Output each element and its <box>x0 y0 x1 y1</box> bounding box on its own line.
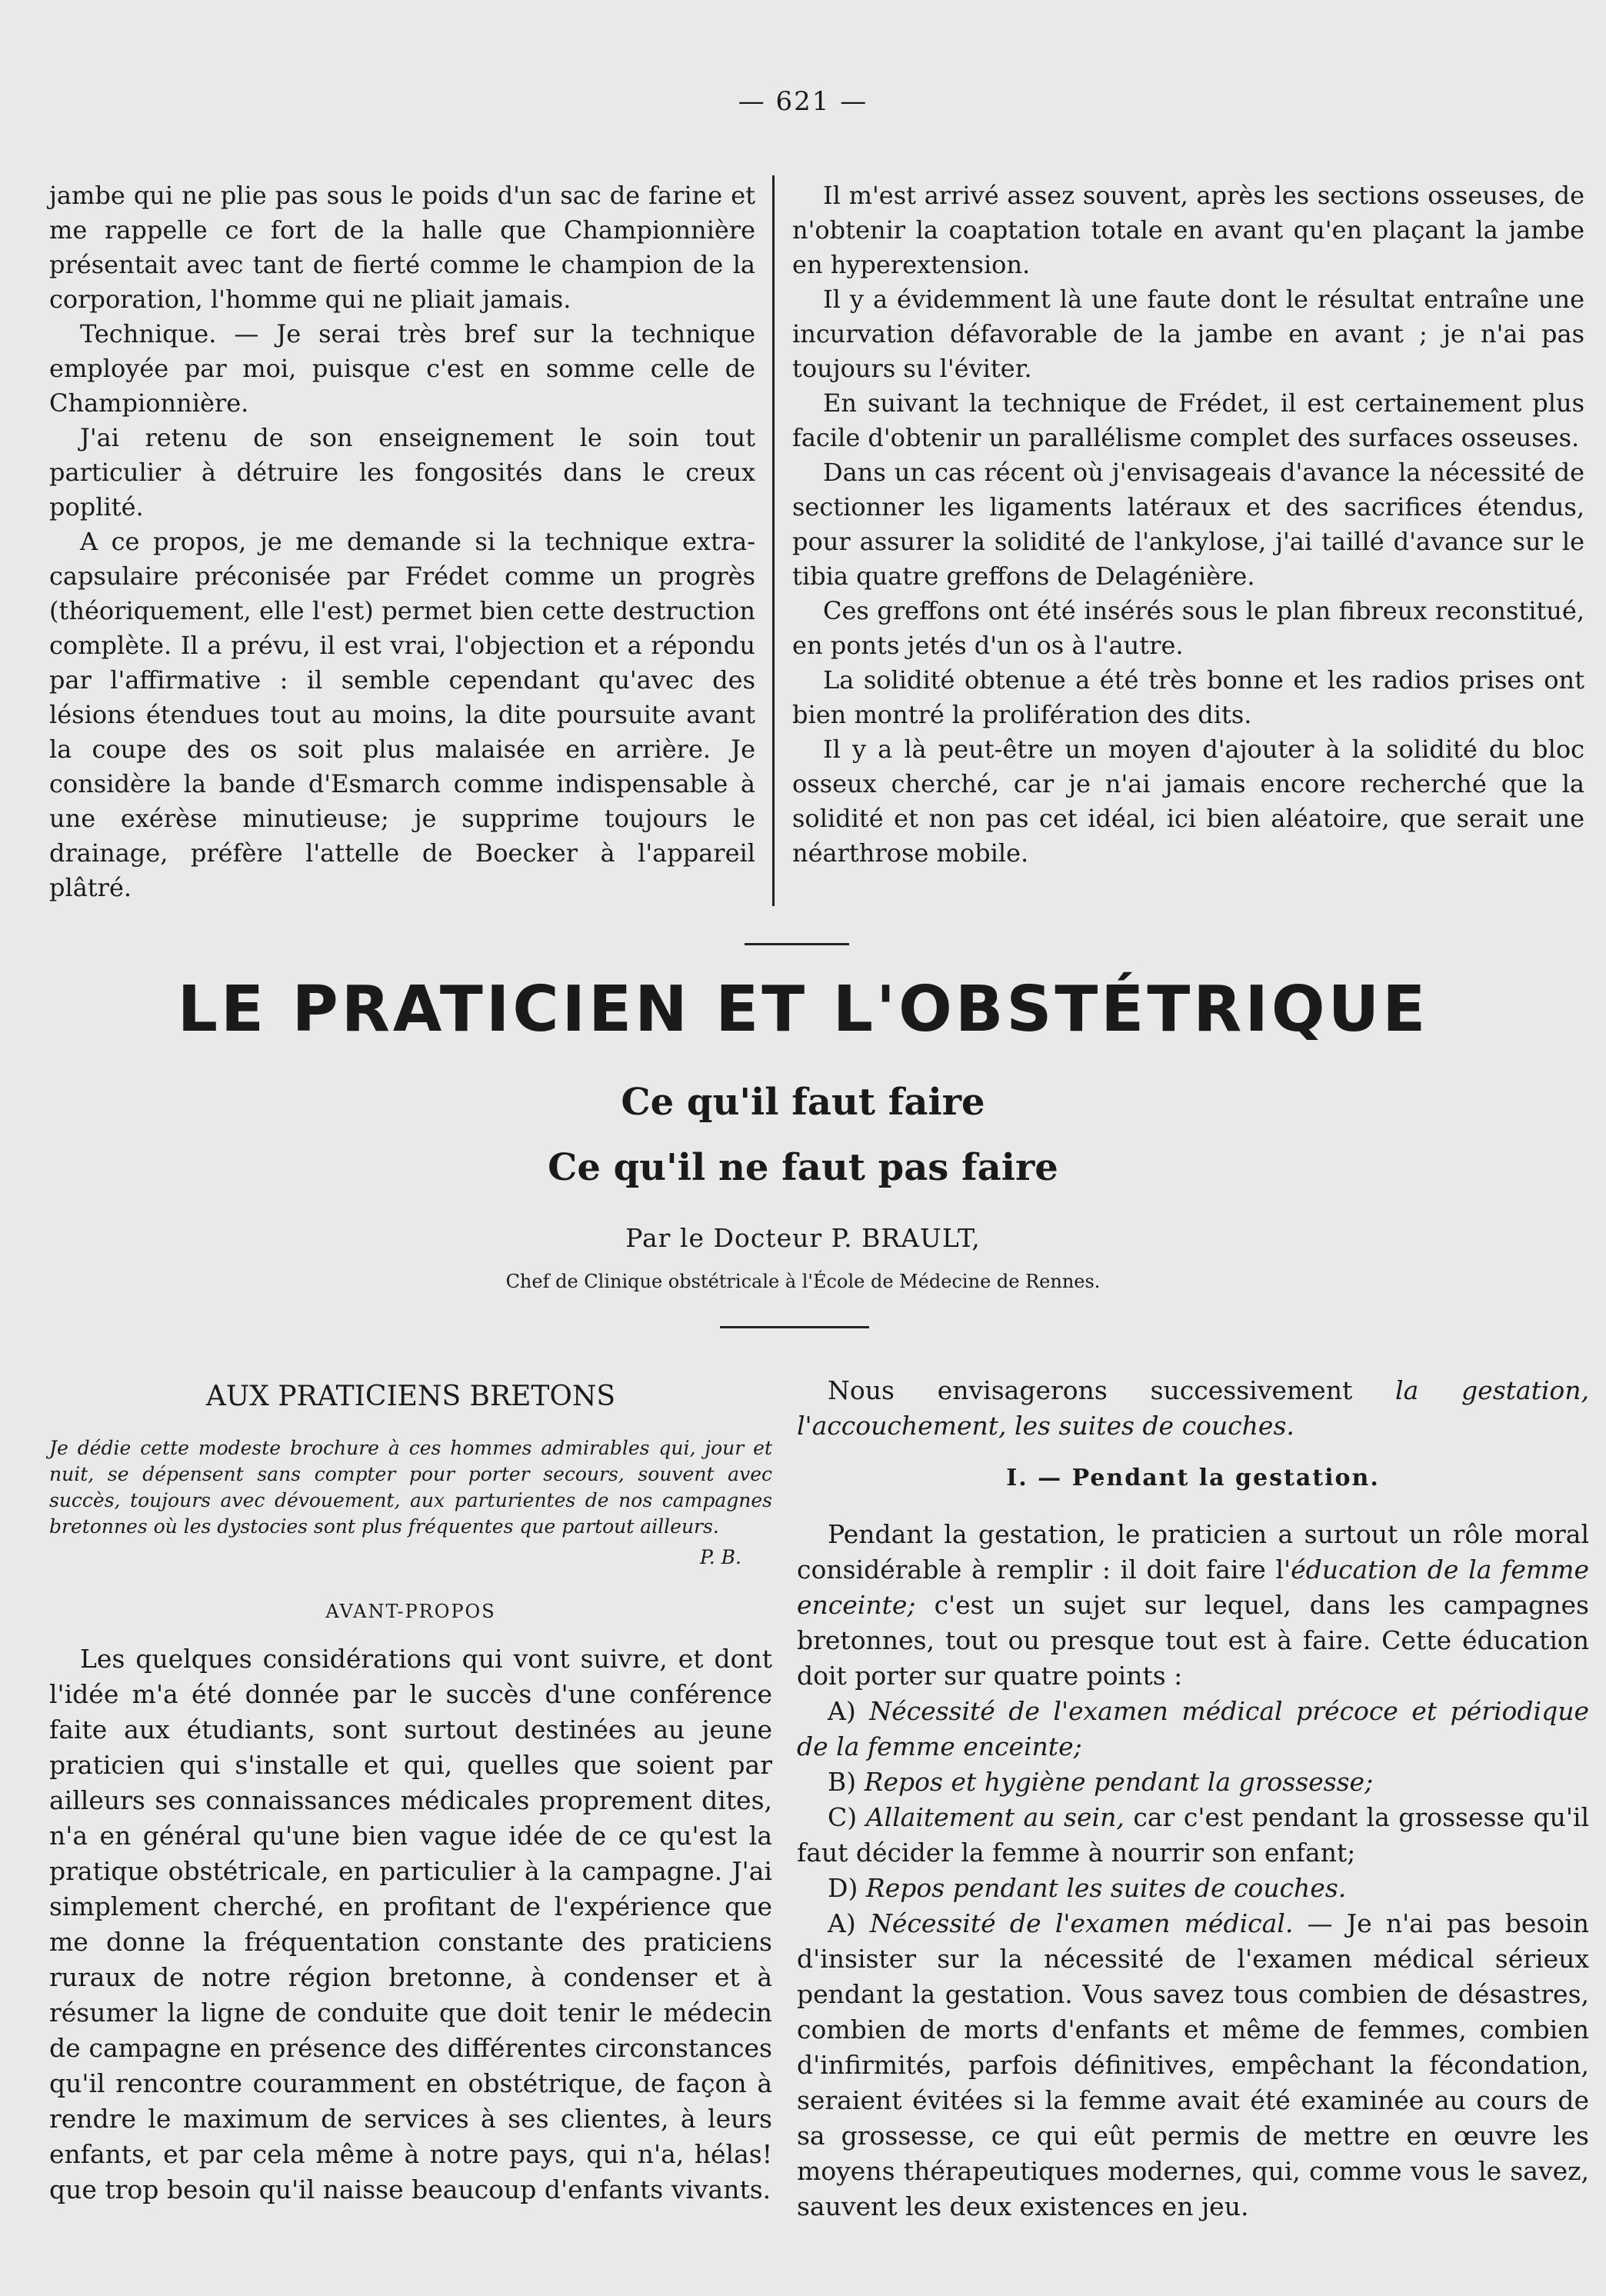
list-letter: A) <box>828 1908 856 1938</box>
foreword-text: Les quelques considérations qui vont suivre, et dont l'idée m'a été donnée par le succès d'une conférence faite aux étudiants, sont surtout destinées au jeune praticien qui s'installe et qui, quelles que soient par ailleurs ses connaissances médicales proprement dites, n'a en général qu'une bien vague idée de ce qu'est la pratique obstétricale, en particulier à la campagne. J'ai simplement cherché, en profitant de l'expérience que me donne la fréquentation constante des praticiens ruraux de notre région bretonne, à condenser et à résumer la ligne de conduite que doit tenir le médecin de campagne en présence des différentes circonstances qu'il rencontre couramment en obstétrique, de façon à rendre le maximum de services à ses clientes, à leurs enfants, et par cela même à notre pays, qui n'a, hélas! que trop besoin qu'il naisse beaucoup d'enfants vivants. <box>49 1644 772 2204</box>
top-left-column <box>49 178 755 905</box>
paragraph-emphasis: éducation de la femme enceinte; <box>797 1555 1589 1620</box>
list-item <box>797 1694 1589 1764</box>
paragraph-emphasis: Nécessité de l'examen médical. <box>870 1908 1294 1938</box>
bottom-left-column <box>49 1373 772 2208</box>
paragraph: jambe qui ne plie pas sous le poids d'un sac de farine et me rappelle ce fort de la halle que Championnière présentait avec tant de fierté comme le champion de la corporation, l'homme qui ne pliait jamais. <box>49 181 755 314</box>
list-text: Repos pendant les suites de couches. <box>865 1873 1347 1903</box>
dedication-heading: AUX PRATICIENS BRETONS <box>205 1381 616 1412</box>
list-item <box>797 1871 1589 1906</box>
paragraph: Il m'est arrivé assez souvent, après les sections osseuses, de n'obtenir la coaptation totale en avant qu'en plaçant la jambe en hyperextension. <box>792 181 1584 279</box>
intro-paragraph <box>797 1373 1589 1444</box>
paragraph <box>797 1906 1589 2224</box>
paragraph: A ce propos, je me demande si la technique extra-capsulaire préconisée par Frédet comme un progrès (théoriquement, elle l'est) permet bien cette destruction complète. Il a prévu, il est vrai, l'objection et a répondu par l'affirmative : il semble cependant qu'avec des lésions étendues tout au moins, la dite poursuite avant la coupe des os soit plus malaisée en arrière. Je considère la bande d'Esmarch comme indispensable à une exérèse minutieuse; je supprime toujours le drainage, préfère l'attelle de Boecker à l'appareil plâtré. <box>49 527 755 902</box>
paragraph-text: — Je n'ai pas besoin d'insister sur la nécessité de l'examen médical sérieux pendant la gestation. Vous savez tous combien de désastres, combien de morts d'enfants et même de femmes, combien d'infirmités, parfois définitives, empêchant la fécondation, seraient évitées si la femme avait été examinée au cours de sa grossesse, ce qui eût permis de mettre en œuvre les moyens thérapeutiques modernes, qui, comme vous le savez, sauvent les deux existences en jeu. <box>797 1908 1590 2221</box>
paragraph: La solidité obtenue a été très bonne et les radios prises ont bien montré la prolifération des dits. <box>792 665 1584 729</box>
chapter-heading: I. — Pendant la gestation. <box>1006 1465 1380 1491</box>
author-byline: Par le Docteur P. BRAULT, <box>625 1223 981 1253</box>
paragraph-text: Pendant la gestation, le praticien a surtout un rôle moral considérable à remplir : il doit faire l' <box>797 1519 1589 1585</box>
list-letter: B) <box>828 1767 857 1797</box>
intro-text: Nous envisagerons successivement <box>828 1375 1396 1405</box>
bottom-right-column <box>797 1373 1589 2224</box>
article-subtitle: Ce qu'il ne faut pas faire <box>548 1146 1058 1189</box>
list-item <box>797 1800 1589 1871</box>
paragraph: En suivant la technique de Frédet, il est certainement plus facile d'obtenir un parallélisme complet des surfaces osseuses. <box>792 388 1584 452</box>
article-subtitle: Ce qu'il faut faire <box>621 1081 985 1124</box>
list-item <box>797 1764 1589 1800</box>
paragraph <box>797 1517 1589 1694</box>
article-title: LE PRATICIEN ET L'OBSTÉTRIQUE <box>177 973 1429 1046</box>
list-letter: D) <box>828 1873 858 1903</box>
paragraph: Il y a là peut-être un moyen d'ajouter à la solidité du bloc osseux cherché, car je n'ai jamais encore recherché que la solidité et non pas cet idéal, ici bien aléatoire, que serait une néarthrose mobile. <box>792 735 1584 868</box>
top-right-column <box>792 178 1584 871</box>
section-divider <box>745 943 849 945</box>
byline-divider <box>720 1326 869 1328</box>
paragraph: Il y a évidemment là une faute dont le résultat entraîne une incurvation défavorable de la jambe en avant ; je n'ai pas toujours su l'éviter. <box>792 285 1584 383</box>
dedication-text: Je dédie cette modeste brochure à ces hommes admirables qui, jour et nuit, se dépensent sans compter pour porter secours, souvent avec succès, toujours avec dévouement, aux parturientes de nos campagnes bretonnes où les dystocies sont plus fréquentes que partout ailleurs. <box>49 1437 772 1538</box>
list-letter: C) <box>828 1802 858 1832</box>
list-text: Nécessité de l'examen médical précoce et périodique de la femme enceinte; <box>797 1696 1589 1761</box>
author-affiliation: Chef de Clinique obstétricale à l'École de Médecine de Rennes. <box>505 1271 1101 1292</box>
paragraph: J'ai retenu de son enseignement le soin tout particulier à détruire les fongosités dans le creux poplité. <box>49 423 755 522</box>
paragraph: Technique. — Je serai très bref sur la technique employée par moi, puisque c'est en somme celle de Championnière. <box>49 319 755 418</box>
list-text: Allaitement au sein, <box>865 1802 1125 1832</box>
paragraph-text: c'est un sujet sur lequel, dans les campagnes bretonnes, tout ou presque tout est à faire. Cette éducation doit porter sur quatre points : <box>797 1590 1589 1691</box>
list-letter: A) <box>828 1696 856 1726</box>
page-number: — 621 — <box>738 86 868 117</box>
column-divider <box>772 175 775 906</box>
dedication-signature: P. B. <box>700 1546 741 1568</box>
paragraph: Dans un cas récent où j'envisageais d'avance la nécessité de sectionner les ligaments latéraux et des sacrifices étendus, pour assurer la solidité de l'ankylose, j'ai taillé d'avance sur le tibia quatre greffons de Delagénière. <box>792 458 1584 591</box>
intro-emphasis: la gestation, l'accouchement, les suites de couches. <box>797 1375 1589 1441</box>
foreword-heading: AVANT-PROPOS <box>325 1601 496 1622</box>
list-text-rest: car c'est pendant la grossesse qu'il faut décider la femme à nourrir son enfant; <box>797 1802 1589 1868</box>
paragraph: Ces greffons ont été insérés sous le plan fibreux reconstitué, en ponts jetés d'un os à l'autre. <box>792 596 1584 660</box>
list-text: Repos et hygiène pendant la grossesse; <box>864 1767 1374 1797</box>
